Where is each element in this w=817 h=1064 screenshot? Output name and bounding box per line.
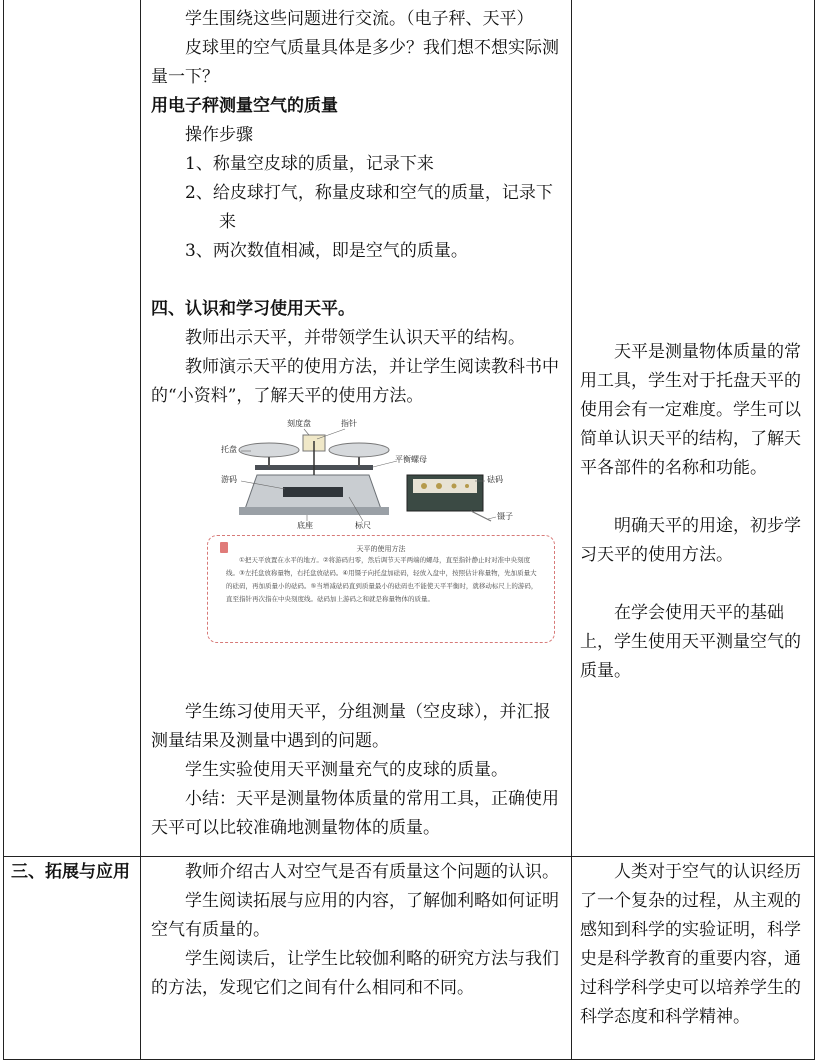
balance-illustration [199, 417, 569, 535]
section-heading: 四、认识和学习使用天平。 [151, 299, 355, 319]
intent-note: 明确天平的用途，初步学习天平的使用方法。 [580, 516, 801, 565]
design-intent-cell [580, 338, 808, 686]
steps-title: 操作步骤 [185, 125, 253, 145]
paragraph: 学生围绕这些问题进行交流。（电子秤、天平） [185, 9, 534, 29]
usage-note-title: 天平的使用方法 [356, 545, 406, 553]
step-item: 1、称量空皮球的质量，记录下来 [185, 154, 434, 174]
paragraph: 教师出示天平，并带领学生认识天平的结构。 [185, 328, 525, 348]
table-border-left [3, 0, 4, 1060]
usage-note-text: ①把天平放置在水平的地方。②将游码归零，然后调节天平两端的螺母，直至指针静止时对准中央刻度线。③左托盘放称量物，右托盘放砝码。④用镊子向托盘加砝码，轻放入盘中，按照估计称量物，先加质量大的砝码，再加质量小的砝码。⑤当增减砝码直到质量最小的砝码也不能使天平平衡时，就移动标尺上的游码，直至指针再次指在中央刻度线。砝码加上游码之和就是称量物体的质量。 [226, 556, 538, 603]
label-pingheng: 平衡螺母 [395, 455, 427, 464]
paragraph: 学生阅读拓展与应用的内容，了解伽利略如何证明空气有质量的。 [151, 891, 559, 940]
intent-note: 在学会使用天平的基础上，学生使用天平测量空气的质量。 [580, 603, 801, 681]
paragraph: 学生阅读后，让学生比较伽利略的研究方法与我们的方法，发现它们之间有什么相同和不同。 [151, 949, 559, 998]
column-divider-1 [140, 0, 141, 1060]
step-item: 3、两次数值相减，即是空气的质量。 [185, 241, 468, 261]
row-divider [3, 856, 815, 857]
step-item: 2、给皮球打气，称量皮球和空气的质量，记录下来 [185, 183, 553, 232]
paragraph: 教师介绍古人对空气是否有质量这个问题的认识。 [185, 862, 559, 882]
paragraph: 教师演示天平的使用方法，并让学生阅读教科书中的“小资料”，了解天平的使用方法。 [151, 357, 559, 406]
paragraph: 小结：天平是测量物体质量的常用工具，正确使用天平可以比较准确地测量物体的质量。 [151, 789, 559, 838]
table-border-right [814, 0, 815, 1060]
bookmark-icon [220, 542, 228, 553]
paragraph: 学生实验使用天平测量充气的皮球的质量。 [185, 760, 508, 780]
stage-label: 三、拓展与应用 [11, 862, 130, 882]
label-biaochi: 标尺 [355, 521, 371, 530]
extension-activity-cell [151, 858, 563, 1003]
label-fama: 砝码 [487, 475, 503, 484]
intent-note: 天平是测量物体质量的常用工具，学生对于托盘天平的使用会有一定难度。学生可以简单认识天平的结构，了解天平各部件的名称和功能。 [580, 342, 801, 478]
balance-figure [199, 417, 569, 652]
paragraph: 皮球里的空气质量具体是多少？我们想不想实际测量一下？ [151, 38, 559, 87]
extension-intent-cell [580, 858, 808, 1032]
label-kedupan: 刻度盘 [287, 419, 311, 428]
lesson-table [3, 0, 815, 1060]
label-niezi: 镊子 [497, 512, 513, 521]
label-zhizhen: 指针 [341, 419, 357, 428]
usage-note-box [207, 535, 555, 643]
table-border-bottom [3, 1059, 815, 1060]
teaching-process-cell [151, 5, 563, 843]
column-divider-2 [571, 0, 572, 1060]
label-tuopan: 托盘 [221, 445, 237, 454]
intent-note: 人类对于空气的认识经历了一个复杂的过程，从主观的感知到科学的实验证明，科学史是科学教育的重要内容，通过科学科学史可以培养学生的科学态度和科学精神。 [580, 862, 801, 1027]
paragraph: 学生练习使用天平，分组测量（空皮球），并汇报测量结果及测量中遇到的问题。 [151, 702, 551, 751]
label-youma: 游码 [221, 475, 237, 484]
label-dizuo: 底座 [297, 521, 313, 530]
section-heading: 用电子秤测量空气的质量 [151, 96, 338, 116]
